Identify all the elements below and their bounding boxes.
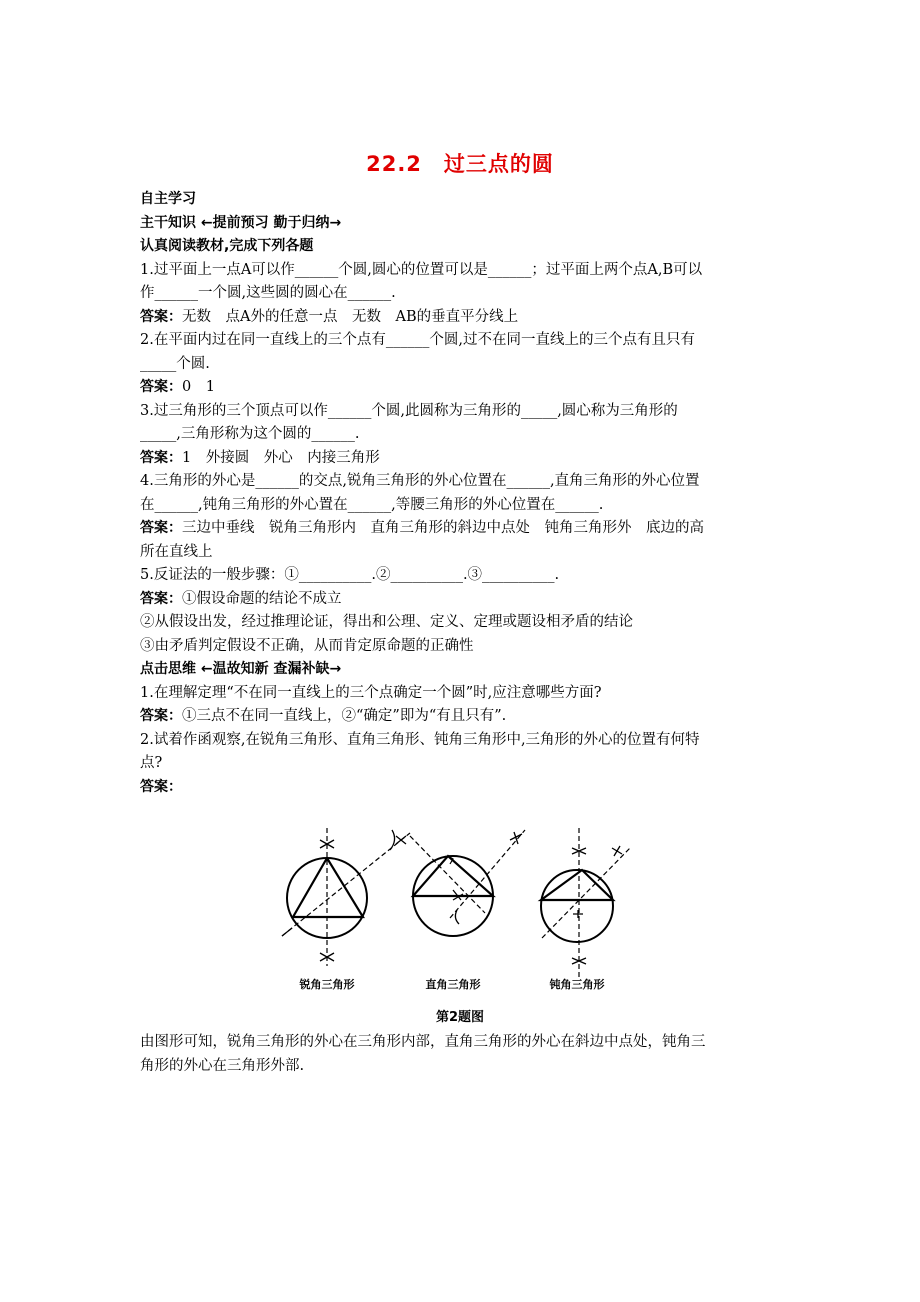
answer-text: ①三点不在同一直线上，②“确定”即为“有且只有”. <box>182 708 507 724</box>
answer-label: 答案： <box>140 308 182 325</box>
answer-line <box>140 447 790 471</box>
conclusion-line: 角形的外心在三角形外部. <box>140 1058 305 1074</box>
question-line: 作______一个圆,这些圆的圆心在______. <box>140 285 396 301</box>
label-right: 直角三角形 <box>425 978 481 991</box>
section-heading: 自主学习 <box>140 191 196 207</box>
question-line: 所在直线上 <box>140 543 213 560</box>
answer-text: 三边中垂线 锐角三角形内 直角三角形的斜边中点处 钝角三角形外 底边的高 <box>182 520 704 536</box>
question-line: 在______,钝角三角形的外心置在______,等腰三角形的外心位置在______. <box>140 496 604 513</box>
answer-line <box>140 306 790 330</box>
question-line: _____个圆. <box>140 355 210 372</box>
answer-line <box>140 376 790 400</box>
question-line: ③由矛盾判定假设不正确，从而肯定原命题的正确性 <box>140 637 474 654</box>
answer-label: 答案： <box>140 778 182 795</box>
question-line: ②从假设出发，经过推理论证，得出和公理、定义、定理或题设相矛盾的结论 <box>140 614 633 630</box>
section-heading: 主干知识 ←提前预习 勤于归纳→ <box>140 214 342 231</box>
answer-text: ①假设命题的结论不成立 <box>182 590 342 607</box>
answer-line <box>140 705 790 729</box>
right-triangle-diagram <box>410 830 525 936</box>
section-heading: 点击思维 ←温故知新 查漏补缺→ <box>140 661 342 677</box>
exercise-content <box>140 188 790 799</box>
answer-label: 答案： <box>140 379 182 395</box>
question-line: 4.三角形的外心是______的交点,锐角三角形的外心位置在______,直角三角形的外心位置 <box>140 473 700 489</box>
question-line: 1.过平面上一点A可以作______个圆,圆心的位置可以是______；过平面上两个点A,B可以 <box>140 261 703 278</box>
obtuse-triangle-diagram <box>541 828 630 978</box>
figure-caption: 第2题图 <box>435 1010 485 1025</box>
question-line: 2.试着作函观察,在锐角三角形、直角三角形、钝角三角形中,三角形的外心的位置有何特 <box>140 731 700 748</box>
answer-line <box>140 588 790 612</box>
conclusion-text <box>140 1030 790 1078</box>
page-title: 22.2 过三点的圆 <box>366 152 554 176</box>
answer-line <box>140 517 790 541</box>
answer-text: 无数 点A外的任意一点 无数 AB的垂直平分线上 <box>182 308 519 325</box>
answer-text: 1 外接圆 外心 内接三角形 <box>182 449 380 466</box>
question-line: 3.过三角形的三个顶点可以作______个圆,此圆称为三角形的_____,圆心称为三角形的 <box>140 402 678 419</box>
label-acute: 锐角三角形 <box>299 978 355 991</box>
question-line: 点? <box>140 755 163 771</box>
question-line: 1.在理解定理“不在同一直线上的三个点确定一个圆”时,应注意哪些方面? <box>140 684 602 701</box>
answer-label: 答案： <box>140 590 182 607</box>
answer-label: 答案： <box>140 708 182 724</box>
label-obtuse: 钝角三角形 <box>549 978 605 991</box>
acute-triangle-diagram <box>282 828 410 966</box>
circumcenter-figure <box>270 818 630 998</box>
question-line: _____,三角形称为这个圆的______. <box>140 426 360 442</box>
question-line: 5.反证法的一般步骤：①__________.②__________.③__________. <box>140 567 560 583</box>
answer-line <box>140 776 790 800</box>
question-line: 2.在平面内过在同一直线上的三个点有______个圆,过不在同一直线上的三个点有且只有 <box>140 332 695 348</box>
section-heading: 认真阅读教材,完成下列各题 <box>140 238 314 254</box>
answer-text: 0 1 <box>182 379 215 395</box>
answer-label: 答案： <box>140 520 182 536</box>
answer-label: 答案： <box>140 449 182 466</box>
conclusion-line: 由图形可知，锐角三角形的外心在三角形内部，直角三角形的外心在斜边中点处，钝角三 <box>140 1034 706 1050</box>
